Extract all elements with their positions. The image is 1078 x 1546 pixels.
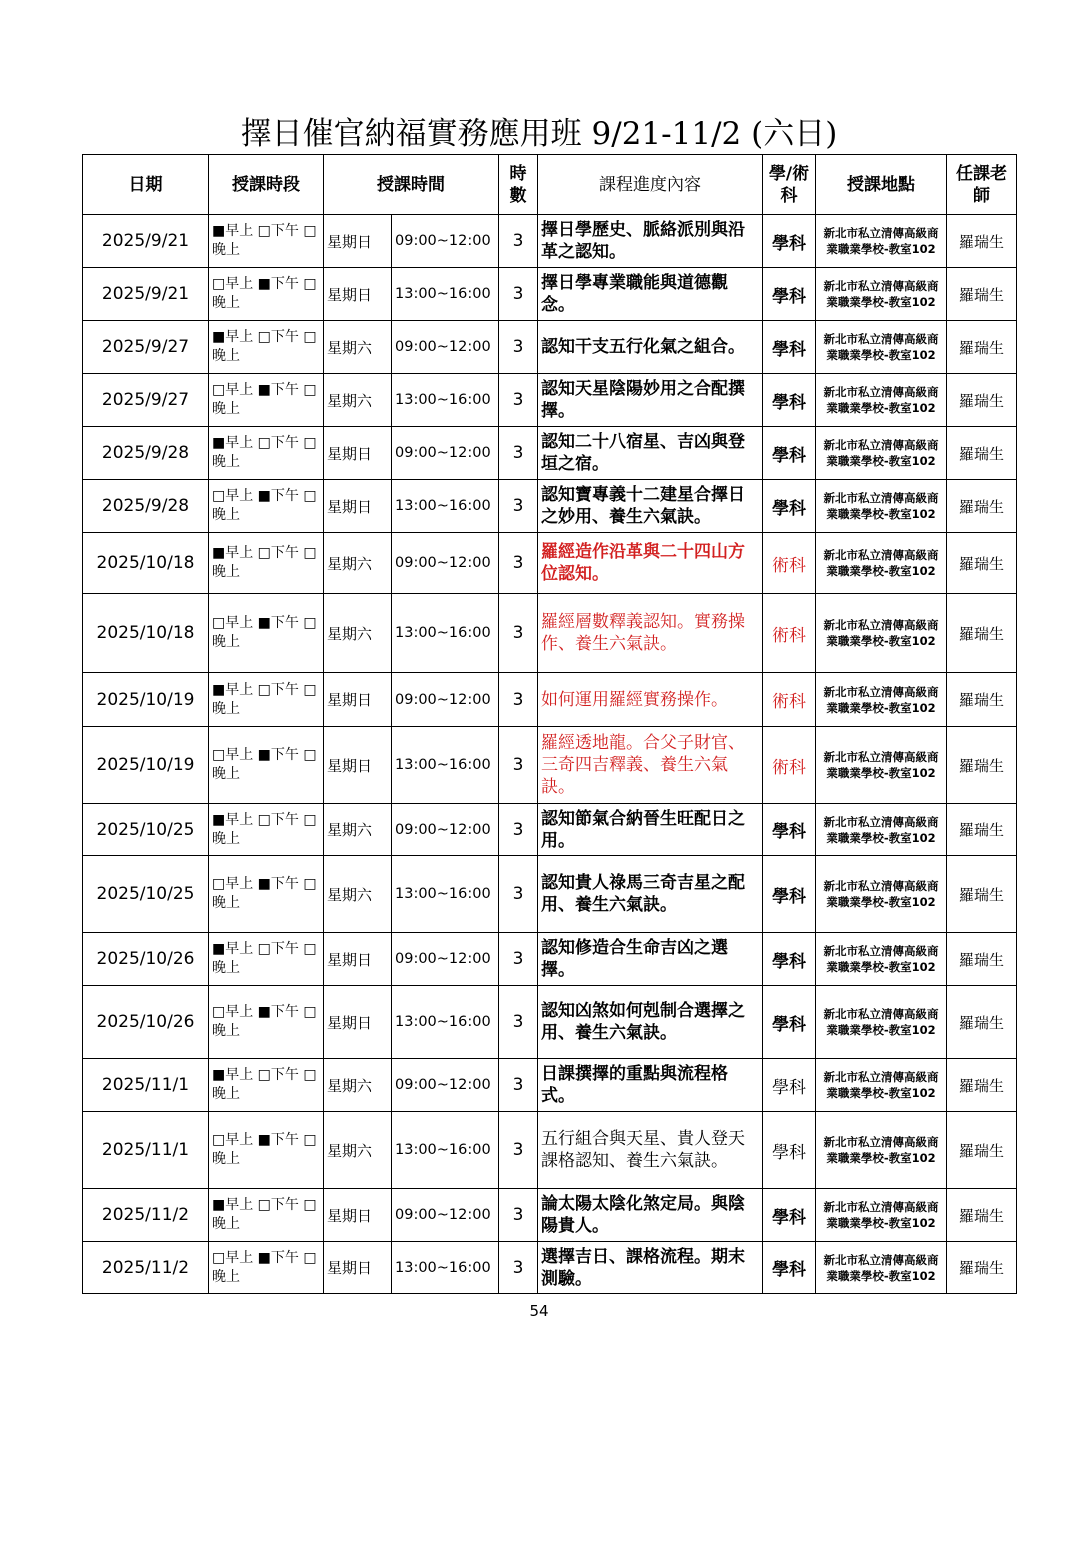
location-cell: 新北市私立清傳高級商業職業學校-教室102 bbox=[816, 594, 947, 673]
weekday-cell: 星期日 bbox=[324, 480, 392, 533]
table-row bbox=[83, 268, 1017, 321]
type-cell: 學科 bbox=[763, 321, 816, 374]
time-range-cell: 13:00~16:00 bbox=[392, 374, 499, 427]
hours-cell: 3 bbox=[499, 321, 538, 374]
weekday-cell: 星期六 bbox=[324, 533, 392, 594]
time-slot-cell: □早上 ■下午 □晚上 bbox=[209, 268, 324, 321]
teacher-cell: 羅瑞生 bbox=[947, 986, 1017, 1059]
type-cell: 學科 bbox=[763, 1059, 816, 1112]
type-cell: 術科 bbox=[763, 673, 816, 727]
time-slot-cell: □早上 ■下午 □晚上 bbox=[209, 594, 324, 673]
content-cell: 五行組合與天星、貴人登天課格認知、養生六氣訣。 bbox=[538, 1112, 763, 1189]
teacher-cell: 羅瑞生 bbox=[947, 1242, 1017, 1294]
date-cell: 2025/11/1 bbox=[83, 1059, 209, 1112]
weekday-cell: 星期日 bbox=[324, 215, 392, 268]
type-cell: 學科 bbox=[763, 933, 816, 986]
time-range-cell: 09:00~12:00 bbox=[392, 1059, 499, 1112]
location-cell: 新北市私立清傳高級商業職業學校-教室102 bbox=[816, 1112, 947, 1189]
hours-cell: 3 bbox=[499, 427, 538, 480]
location-cell: 新北市私立清傳高級商業職業學校-教室102 bbox=[816, 480, 947, 533]
time-slot-cell: ■早上 □下午 □晚上 bbox=[209, 427, 324, 480]
location-cell: 新北市私立清傳高級商業職業學校-教室102 bbox=[816, 933, 947, 986]
hours-cell: 3 bbox=[499, 268, 538, 321]
time-slot-cell: ■早上 □下午 □晚上 bbox=[209, 1059, 324, 1112]
time-slot-cell: □早上 ■下午 □晚上 bbox=[209, 1242, 324, 1294]
weekday-cell: 星期六 bbox=[324, 1112, 392, 1189]
time-range-cell: 09:00~12:00 bbox=[392, 427, 499, 480]
hours-cell: 3 bbox=[499, 986, 538, 1059]
content-cell: 論太陽太陰化煞定局。與陰陽貴人。 bbox=[538, 1189, 763, 1242]
teacher-cell: 羅瑞生 bbox=[947, 594, 1017, 673]
hours-cell: 3 bbox=[499, 594, 538, 673]
table-row bbox=[83, 374, 1017, 427]
time-range-cell: 09:00~12:00 bbox=[392, 1189, 499, 1242]
time-range-cell: 09:00~12:00 bbox=[392, 215, 499, 268]
content-cell: 如何運用羅經實務操作。 bbox=[538, 673, 763, 727]
type-cell: 學科 bbox=[763, 480, 816, 533]
type-cell: 術科 bbox=[763, 594, 816, 673]
location-cell: 新北市私立清傳高級商業職業學校-教室102 bbox=[816, 986, 947, 1059]
teacher-cell: 羅瑞生 bbox=[947, 727, 1017, 804]
weekday-cell: 星期日 bbox=[324, 727, 392, 804]
teacher-cell: 羅瑞生 bbox=[947, 1112, 1017, 1189]
date-cell: 2025/9/21 bbox=[83, 215, 209, 268]
time-range-cell: 09:00~12:00 bbox=[392, 533, 499, 594]
header-date: 日期 bbox=[83, 155, 209, 215]
content-cell: 認知貴人祿馬三奇吉星之配用、養生六氣訣。 bbox=[538, 856, 763, 933]
time-range-cell: 13:00~16:00 bbox=[392, 986, 499, 1059]
location-cell: 新北市私立清傳高級商業職業學校-教室102 bbox=[816, 727, 947, 804]
location-cell: 新北市私立清傳高級商業職業學校-教室102 bbox=[816, 673, 947, 727]
table-row bbox=[83, 856, 1017, 933]
page-number: 54 bbox=[529, 1302, 549, 1320]
teacher-cell: 羅瑞生 bbox=[947, 321, 1017, 374]
location-cell: 新北市私立清傳高級商業職業學校-教室102 bbox=[816, 1242, 947, 1294]
time-slot-cell: ■早上 □下午 □晚上 bbox=[209, 533, 324, 594]
time-slot-cell: ■早上 □下午 □晚上 bbox=[209, 933, 324, 986]
weekday-cell: 星期六 bbox=[324, 1059, 392, 1112]
table-row bbox=[83, 1059, 1017, 1112]
weekday-cell: 星期六 bbox=[324, 804, 392, 856]
hours-cell: 3 bbox=[499, 804, 538, 856]
time-range-cell: 09:00~12:00 bbox=[392, 804, 499, 856]
table-row bbox=[83, 673, 1017, 727]
time-range-cell: 13:00~16:00 bbox=[392, 480, 499, 533]
hours-cell: 3 bbox=[499, 727, 538, 804]
time-slot-cell: □早上 ■下午 □晚上 bbox=[209, 727, 324, 804]
location-cell: 新北市私立清傳高級商業職業學校-教室102 bbox=[816, 1189, 947, 1242]
header-row bbox=[83, 155, 1017, 215]
weekday-cell: 星期六 bbox=[324, 856, 392, 933]
table-row bbox=[83, 986, 1017, 1059]
weekday-cell: 星期六 bbox=[324, 594, 392, 673]
date-cell: 2025/10/26 bbox=[83, 933, 209, 986]
type-cell: 學科 bbox=[763, 986, 816, 1059]
date-cell: 2025/9/27 bbox=[83, 374, 209, 427]
content-cell: 日課撰擇的重點與流程格式。 bbox=[538, 1059, 763, 1112]
time-slot-cell: □早上 ■下午 □晚上 bbox=[209, 856, 324, 933]
location-cell: 新北市私立清傳高級商業職業學校-教室102 bbox=[816, 533, 947, 594]
time-range-cell: 13:00~16:00 bbox=[392, 268, 499, 321]
table-row bbox=[83, 321, 1017, 374]
teacher-cell: 羅瑞生 bbox=[947, 1059, 1017, 1112]
time-range-cell: 09:00~12:00 bbox=[392, 673, 499, 727]
teacher-cell: 羅瑞生 bbox=[947, 856, 1017, 933]
hours-cell: 3 bbox=[499, 374, 538, 427]
weekday-cell: 星期日 bbox=[324, 1189, 392, 1242]
teacher-cell: 羅瑞生 bbox=[947, 804, 1017, 856]
type-cell: 學科 bbox=[763, 804, 816, 856]
weekday-cell: 星期六 bbox=[324, 321, 392, 374]
header-slot: 授課時段 bbox=[209, 155, 324, 215]
date-cell: 2025/10/25 bbox=[83, 856, 209, 933]
weekday-cell: 星期日 bbox=[324, 986, 392, 1059]
teacher-cell: 羅瑞生 bbox=[947, 374, 1017, 427]
teacher-cell: 羅瑞生 bbox=[947, 215, 1017, 268]
type-cell: 術科 bbox=[763, 533, 816, 594]
location-cell: 新北市私立清傳高級商業職業學校-教室102 bbox=[816, 321, 947, 374]
type-cell: 學科 bbox=[763, 268, 816, 321]
content-cell: 認知天星陰陽妙用之合配撰擇。 bbox=[538, 374, 763, 427]
date-cell: 2025/10/18 bbox=[83, 533, 209, 594]
time-range-cell: 13:00~16:00 bbox=[392, 594, 499, 673]
location-cell: 新北市私立清傳高級商業職業學校-教室102 bbox=[816, 856, 947, 933]
date-cell: 2025/11/1 bbox=[83, 1112, 209, 1189]
table-row bbox=[83, 215, 1017, 268]
content-cell: 認知寶專義十二建星合擇日之妙用、養生六氣訣。 bbox=[538, 480, 763, 533]
type-cell: 學科 bbox=[763, 1189, 816, 1242]
date-cell: 2025/9/21 bbox=[83, 268, 209, 321]
location-cell: 新北市私立清傳高級商業職業學校-教室102 bbox=[816, 804, 947, 856]
time-slot-cell: □早上 ■下午 □晚上 bbox=[209, 1112, 324, 1189]
weekday-cell: 星期日 bbox=[324, 268, 392, 321]
content-cell: 選擇吉日、課格流程。期末測驗。 bbox=[538, 1242, 763, 1294]
header-hours: 時數 bbox=[499, 155, 538, 215]
hours-cell: 3 bbox=[499, 480, 538, 533]
table-row bbox=[83, 427, 1017, 480]
location-cell: 新北市私立清傳高級商業職業學校-教室102 bbox=[816, 1059, 947, 1112]
teacher-cell: 羅瑞生 bbox=[947, 673, 1017, 727]
date-cell: 2025/9/28 bbox=[83, 480, 209, 533]
weekday-cell: 星期日 bbox=[324, 427, 392, 480]
content-cell: 羅經透地龍。合父子財官、三奇四吉釋義、養生六氣訣。 bbox=[538, 727, 763, 804]
table-row bbox=[83, 594, 1017, 673]
time-slot-cell: □早上 ■下午 □晚上 bbox=[209, 374, 324, 427]
date-cell: 2025/10/25 bbox=[83, 804, 209, 856]
location-cell: 新北市私立清傳高級商業職業學校-教室102 bbox=[816, 374, 947, 427]
table-row bbox=[83, 533, 1017, 594]
time-range-cell: 13:00~16:00 bbox=[392, 727, 499, 804]
content-cell: 擇日學歷史、脈絡派別與沿革之認知。 bbox=[538, 215, 763, 268]
date-cell: 2025/9/28 bbox=[83, 427, 209, 480]
time-range-cell: 13:00~16:00 bbox=[392, 1242, 499, 1294]
type-cell: 術科 bbox=[763, 727, 816, 804]
time-range-cell: 09:00~12:00 bbox=[392, 933, 499, 986]
content-cell: 擇日學專業職能與道德觀念。 bbox=[538, 268, 763, 321]
time-slot-cell: □早上 ■下午 □晚上 bbox=[209, 480, 324, 533]
teacher-cell: 羅瑞生 bbox=[947, 268, 1017, 321]
content-cell: 羅經層數釋義認知。實務操作、養生六氣訣。 bbox=[538, 594, 763, 673]
time-range-cell: 09:00~12:00 bbox=[392, 321, 499, 374]
header-content: 課程進度內容 bbox=[538, 155, 763, 215]
type-cell: 學科 bbox=[763, 215, 816, 268]
hours-cell: 3 bbox=[499, 933, 538, 986]
teacher-cell: 羅瑞生 bbox=[947, 427, 1017, 480]
date-cell: 2025/9/27 bbox=[83, 321, 209, 374]
type-cell: 學科 bbox=[763, 427, 816, 480]
weekday-cell: 星期日 bbox=[324, 1242, 392, 1294]
hours-cell: 3 bbox=[499, 856, 538, 933]
type-cell: 學科 bbox=[763, 1112, 816, 1189]
header-teacher: 任課老師 bbox=[947, 155, 1017, 215]
teacher-cell: 羅瑞生 bbox=[947, 933, 1017, 986]
content-cell: 認知節氣合納晉生旺配日之用。 bbox=[538, 804, 763, 856]
course-schedule-table bbox=[82, 154, 1017, 1294]
type-cell: 學科 bbox=[763, 1242, 816, 1294]
hours-cell: 3 bbox=[499, 533, 538, 594]
location-cell: 新北市私立清傳高級商業職業學校-教室102 bbox=[816, 215, 947, 268]
date-cell: 2025/10/19 bbox=[83, 727, 209, 804]
content-cell: 羅經造作沿革與二十四山方位認知。 bbox=[538, 533, 763, 594]
hours-cell: 3 bbox=[499, 1112, 538, 1189]
header-time: 授課時間 bbox=[324, 155, 499, 215]
table-row bbox=[83, 727, 1017, 804]
header-type: 學/術科 bbox=[763, 155, 816, 215]
time-range-cell: 13:00~16:00 bbox=[392, 856, 499, 933]
date-cell: 2025/10/26 bbox=[83, 986, 209, 1059]
table-row bbox=[83, 933, 1017, 986]
content-cell: 認知二十八宿星、吉凶與登垣之宿。 bbox=[538, 427, 763, 480]
teacher-cell: 羅瑞生 bbox=[947, 480, 1017, 533]
hours-cell: 3 bbox=[499, 1189, 538, 1242]
type-cell: 學科 bbox=[763, 374, 816, 427]
hours-cell: 3 bbox=[499, 1059, 538, 1112]
time-range-cell: 13:00~16:00 bbox=[392, 1112, 499, 1189]
weekday-cell: 星期日 bbox=[324, 673, 392, 727]
hours-cell: 3 bbox=[499, 215, 538, 268]
time-slot-cell: ■早上 □下午 □晚上 bbox=[209, 1189, 324, 1242]
table-row bbox=[83, 1242, 1017, 1294]
table-row bbox=[83, 1112, 1017, 1189]
content-cell: 認知凶煞如何剋制合選擇之用、養生六氣訣。 bbox=[538, 986, 763, 1059]
time-slot-cell: ■早上 □下午 □晚上 bbox=[209, 804, 324, 856]
type-cell: 學科 bbox=[763, 856, 816, 933]
date-cell: 2025/10/19 bbox=[83, 673, 209, 727]
table-row bbox=[83, 1189, 1017, 1242]
time-slot-cell: □早上 ■下午 □晚上 bbox=[209, 986, 324, 1059]
weekday-cell: 星期日 bbox=[324, 933, 392, 986]
hours-cell: 3 bbox=[499, 673, 538, 727]
location-cell: 新北市私立清傳高級商業職業學校-教室102 bbox=[816, 268, 947, 321]
time-slot-cell: ■早上 □下午 □晚上 bbox=[209, 321, 324, 374]
time-slot-cell: ■早上 □下午 □晚上 bbox=[209, 673, 324, 727]
time-slot-cell: ■早上 □下午 □晚上 bbox=[209, 215, 324, 268]
date-cell: 2025/11/2 bbox=[83, 1242, 209, 1294]
content-cell: 認知干支五行化氣之組合。 bbox=[538, 321, 763, 374]
date-cell: 2025/10/18 bbox=[83, 594, 209, 673]
teacher-cell: 羅瑞生 bbox=[947, 1189, 1017, 1242]
content-cell: 認知修造合生命吉凶之選擇。 bbox=[538, 933, 763, 986]
document-title: 擇日催官納福實務應用班 9/21-11/2 (六日) bbox=[240, 116, 838, 152]
hours-cell: 3 bbox=[499, 1242, 538, 1294]
table-row bbox=[83, 804, 1017, 856]
table-row bbox=[83, 480, 1017, 533]
weekday-cell: 星期六 bbox=[324, 374, 392, 427]
header-location: 授課地點 bbox=[816, 155, 947, 215]
teacher-cell: 羅瑞生 bbox=[947, 533, 1017, 594]
date-cell: 2025/11/2 bbox=[83, 1189, 209, 1242]
location-cell: 新北市私立清傳高級商業職業學校-教室102 bbox=[816, 427, 947, 480]
